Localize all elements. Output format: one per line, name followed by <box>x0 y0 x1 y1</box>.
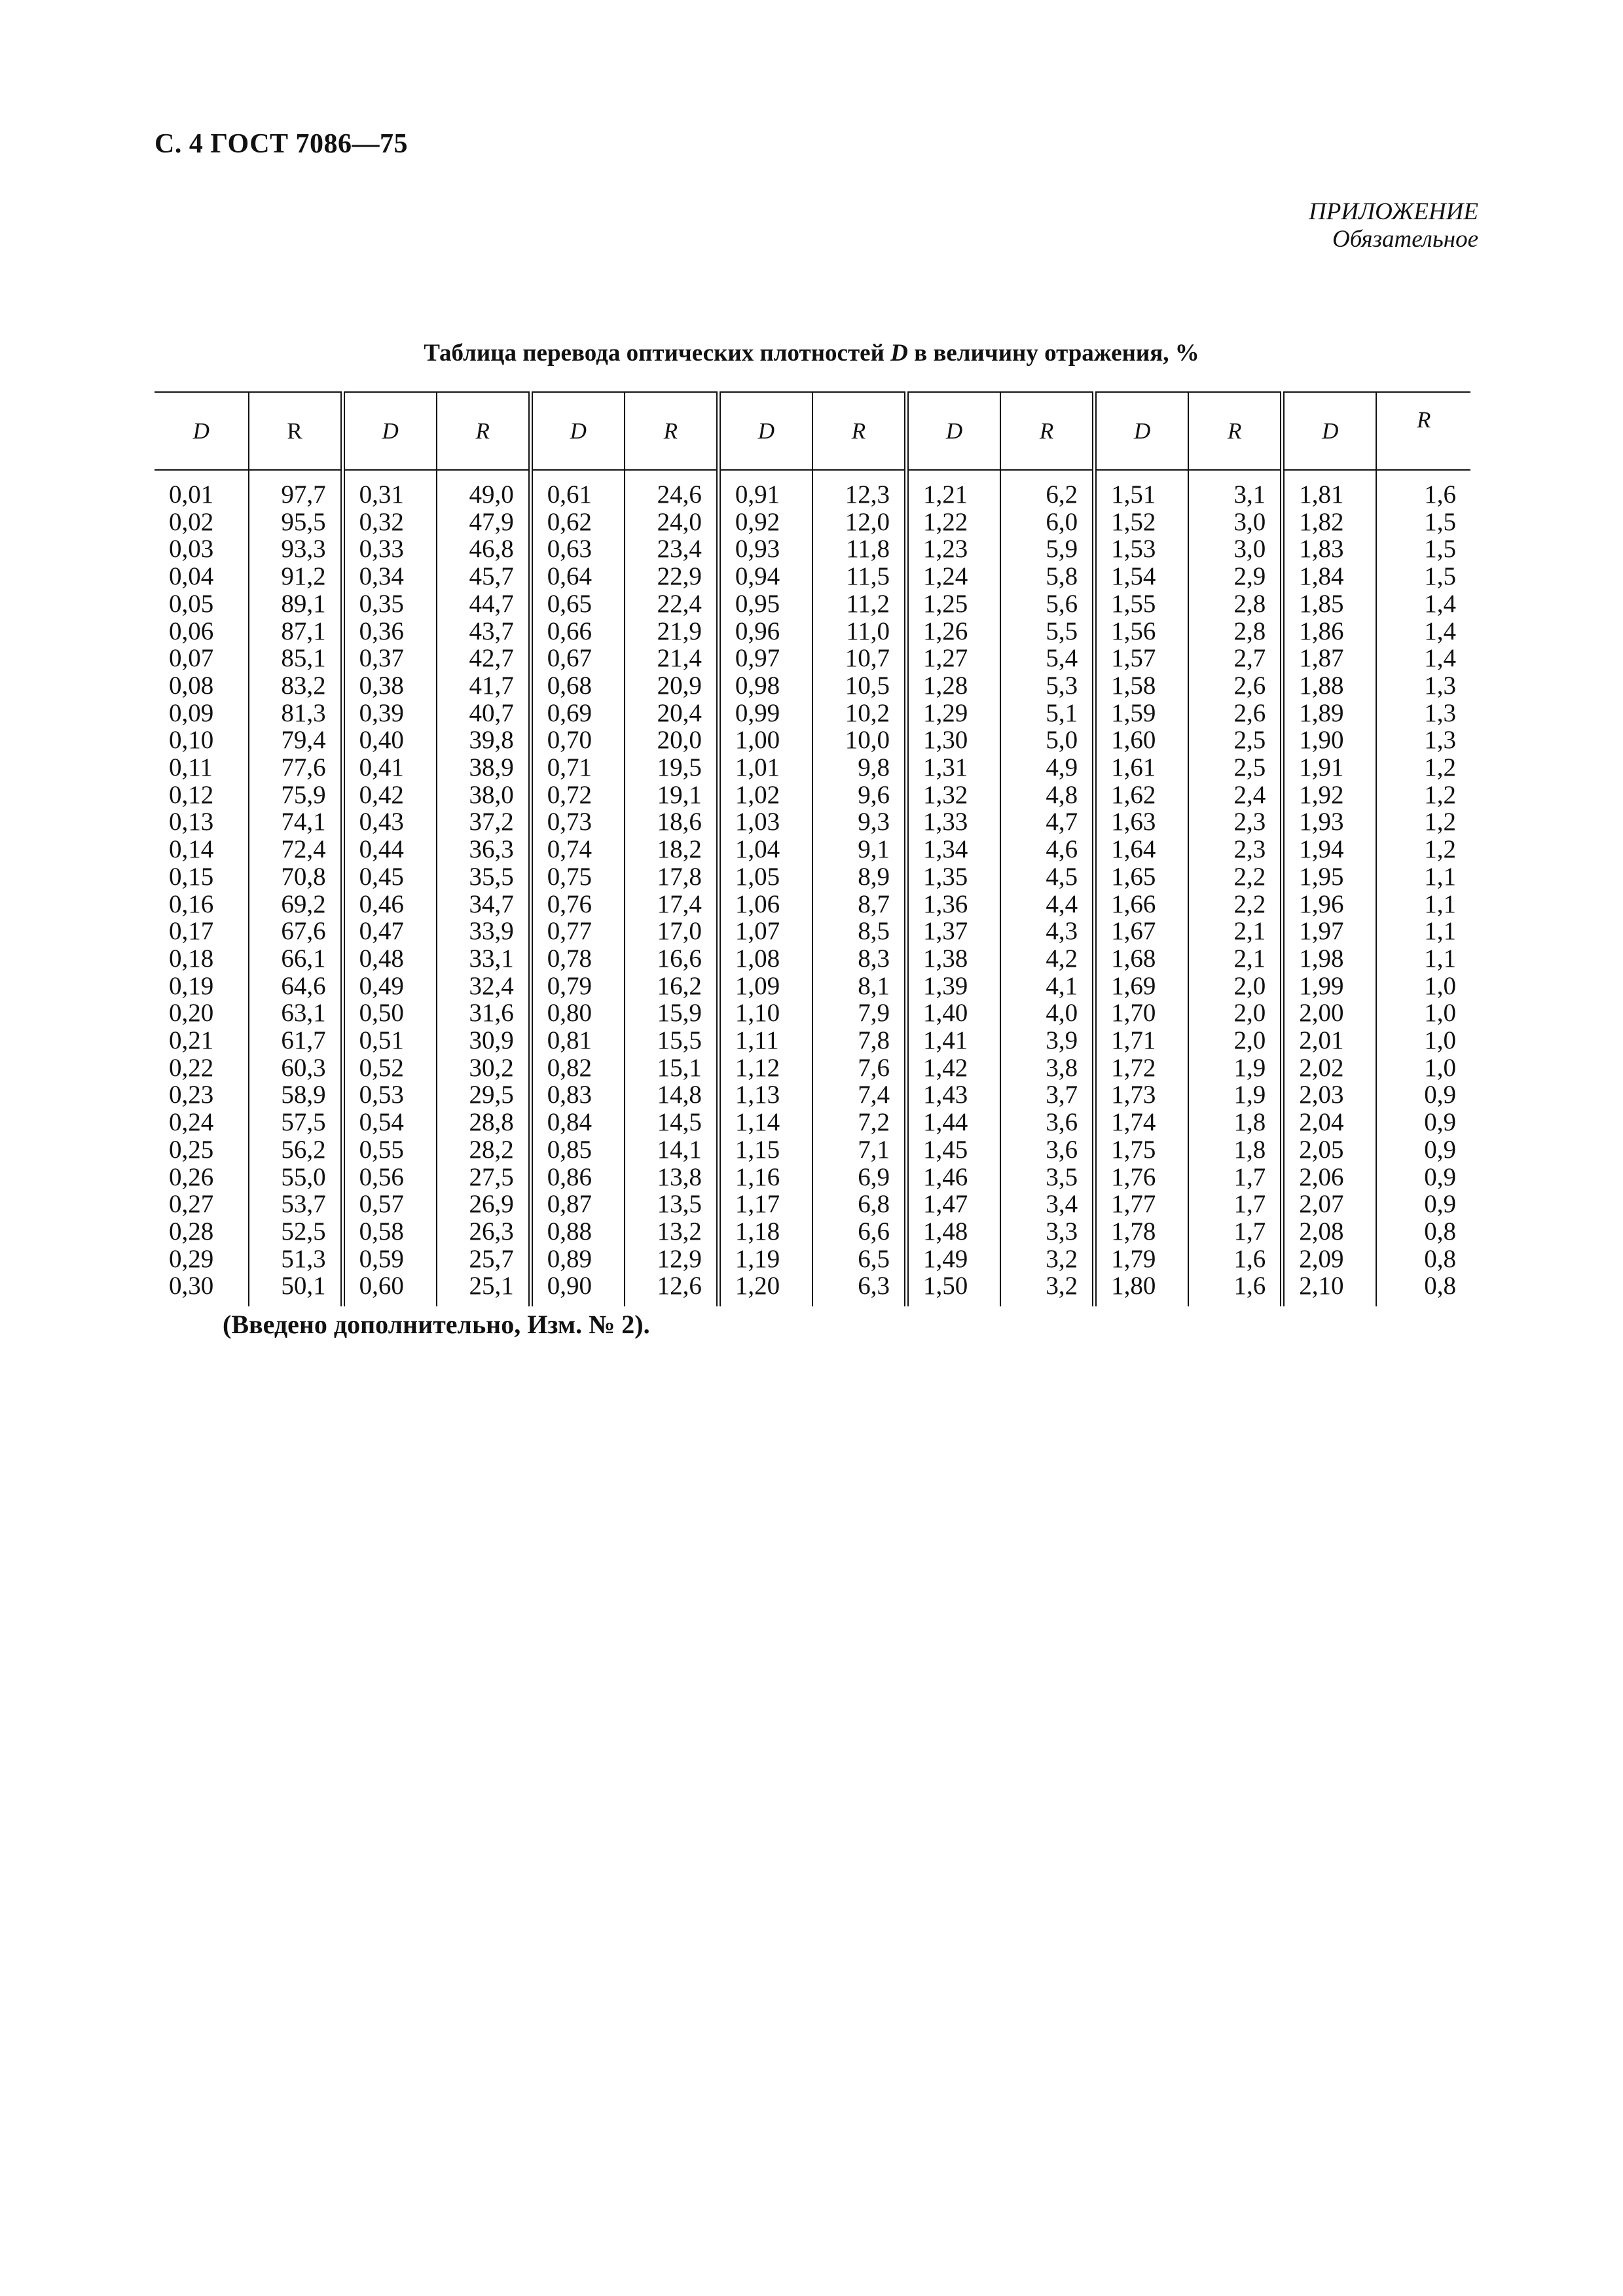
running-head: С. 4 ГОСТ 7086—75 <box>155 129 409 159</box>
table-body-row <box>155 470 1470 1306</box>
column-header: R <box>1376 392 1470 470</box>
table-caption <box>0 339 1623 367</box>
reflectance-column: 6,2 6,0 5,9 5,8 5,6 5,5 5,4 5,3 5,1 5,0 4,9 4,8 4,7 4,6 4,5 4,4 4,3 4,2 4,1 4,0 3,9 3,8 3,7 3,6 3,6 3,5 3,4 3,3 3,2 3,2 <box>1000 470 1095 1306</box>
column-header: R <box>1188 392 1283 470</box>
table-header-row <box>155 392 1470 470</box>
reflectance-column: 49,0 47,9 46,8 45,7 44,7 43,7 42,7 41,7 40,7 39,8 38,9 38,0 37,2 36,3 35,5 34,7 33,9 33,1 32,4 31,6 30,9 30,2 29,5 28,8 28,2 27,5 26,9 26,3 25,7 25,1 <box>437 470 531 1306</box>
caption-suffix: в величину отражения, % <box>914 340 1199 367</box>
density-column: 0,61 0,62 0,63 0,64 0,65 0,66 0,67 0,68 0,69 0,70 0,71 0,72 0,73 0,74 0,75 0,76 0,77 0,78 0,79 0,80 0,81 0,82 0,83 0,84 0,85 0,86 0,87 0,88 0,89 0,90 <box>530 470 625 1306</box>
amendment-note: (Введено дополнительно, Изм. № 2). <box>223 1310 650 1339</box>
density-column: 0,01 0,02 0,03 0,04 0,05 0,06 0,07 0,08 0,09 0,10 0,11 0,12 0,13 0,14 0,15 0,16 0,17 0,18 0,19 0,20 0,21 0,22 0,23 0,24 0,25 0,26 0,27 0,28 0,29 0,30 <box>169 480 214 1300</box>
appendix-block <box>1309 198 1478 253</box>
caption-prefix: Таблица перевода оптических плотностей <box>424 340 884 367</box>
density-column: 1,81 1,82 1,83 1,84 1,85 1,86 1,87 1,88 1,89 1,90 1,91 1,92 1,93 1,94 1,95 1,96 1,97 1,98 1,99 2,00 2,01 2,02 2,03 2,04 2,05 2,06 2,07 2,08 2,09 2,10 <box>1283 470 1377 1306</box>
column-header: R <box>625 392 719 470</box>
column-header: D <box>342 392 437 470</box>
density-column: 1,51 1,52 1,53 1,54 1,55 1,56 1,57 1,58 1,59 1,60 1,61 1,62 1,63 1,64 1,65 1,66 1,67 1,68 1,69 1,70 1,71 1,72 1,73 1,74 1,75 1,76 1,77 1,78 1,79 1,80 <box>1095 470 1189 1306</box>
reflectance-column: 12,3 12,0 11,8 11,5 11,2 11,0 10,7 10,5 10,2 10,0 9,8 9,6 9,3 9,1 8,9 8,7 8,5 8,3 8,1 7,9 7,8 7,6 7,4 7,2 7,1 6,9 6,8 6,6 6,5 6,3 <box>812 470 907 1306</box>
column-header: D <box>718 392 812 470</box>
reflectance-column: 1,6 1,5 1,5 1,5 1,4 1,4 1,4 1,3 1,3 1,3 1,2 1,2 1,2 1,2 1,1 1,1 1,1 1,1 1,0 1,0 1,0 1,0 0,9 0,9 0,9 0,9 0,9 0,8 0,8 0,8 <box>1376 470 1470 1306</box>
column-header: R <box>437 392 531 470</box>
column-header: R <box>1000 392 1095 470</box>
caption-symbol: D <box>890 340 908 367</box>
appendix-title: ПРИЛОЖЕНИЕ <box>1309 198 1478 225</box>
appendix-status: Обязательное <box>1332 226 1478 253</box>
column-header: D <box>1283 392 1377 470</box>
conversion-table <box>155 391 1470 1306</box>
column-header: D <box>907 392 1001 470</box>
reflectance-column: 24,6 24,0 23,4 22,9 22,4 21,9 21,4 20,9 20,4 20,0 19,5 19,1 18,6 18,2 17,8 17,4 17,0 16,6 16,2 15,9 15,5 15,1 14,8 14,5 14,1 13,8 13,5 13,2 12,9 12,6 <box>625 470 719 1306</box>
column-header: R <box>249 392 343 470</box>
density-column: 0,91 0,92 0,93 0,94 0,95 0,96 0,97 0,98 0,99 1,00 1,01 1,02 1,03 1,04 1,05 1,06 1,07 1,08 1,09 1,10 1,11 1,12 1,13 1,14 1,15 1,16 1,17 1,18 1,19 1,20 <box>718 470 812 1306</box>
reflectance-column: 97,7 95,5 93,3 91,2 89,1 87,1 85,1 83,2 81,3 79,4 77,6 75,9 74,1 72,4 70,8 69,2 67,6 66,1 64,6 63,1 61,7 60,3 58,9 57,5 56,2 55,0 53,7 52,5 51,3 50,1 <box>249 470 343 1306</box>
column-header: D <box>155 392 249 470</box>
density-column: 1,21 1,22 1,23 1,24 1,25 1,26 1,27 1,28 1,29 1,30 1,31 1,32 1,33 1,34 1,35 1,36 1,37 1,38 1,39 1,40 1,41 1,42 1,43 1,44 1,45 1,46 1,47 1,48 1,49 1,50 <box>907 470 1001 1306</box>
reflectance-column: 3,1 3,0 3,0 2,9 2,8 2,8 2,7 2,6 2,6 2,5 2,5 2,4 2,3 2,3 2,2 2,2 2,1 2,1 2,0 2,0 2,0 1,9 1,9 1,8 1,8 1,7 1,7 1,7 1,6 1,6 <box>1188 470 1283 1306</box>
column-header: D <box>1095 392 1189 470</box>
column-header: R <box>812 392 907 470</box>
column-header: D <box>530 392 625 470</box>
density-column: 0,31 0,32 0,33 0,34 0,35 0,36 0,37 0,38 0,39 0,40 0,41 0,42 0,43 0,44 0,45 0,46 0,47 0,48 0,49 0,50 0,51 0,52 0,53 0,54 0,55 0,56 0,57 0,58 0,59 0,60 <box>342 470 437 1306</box>
